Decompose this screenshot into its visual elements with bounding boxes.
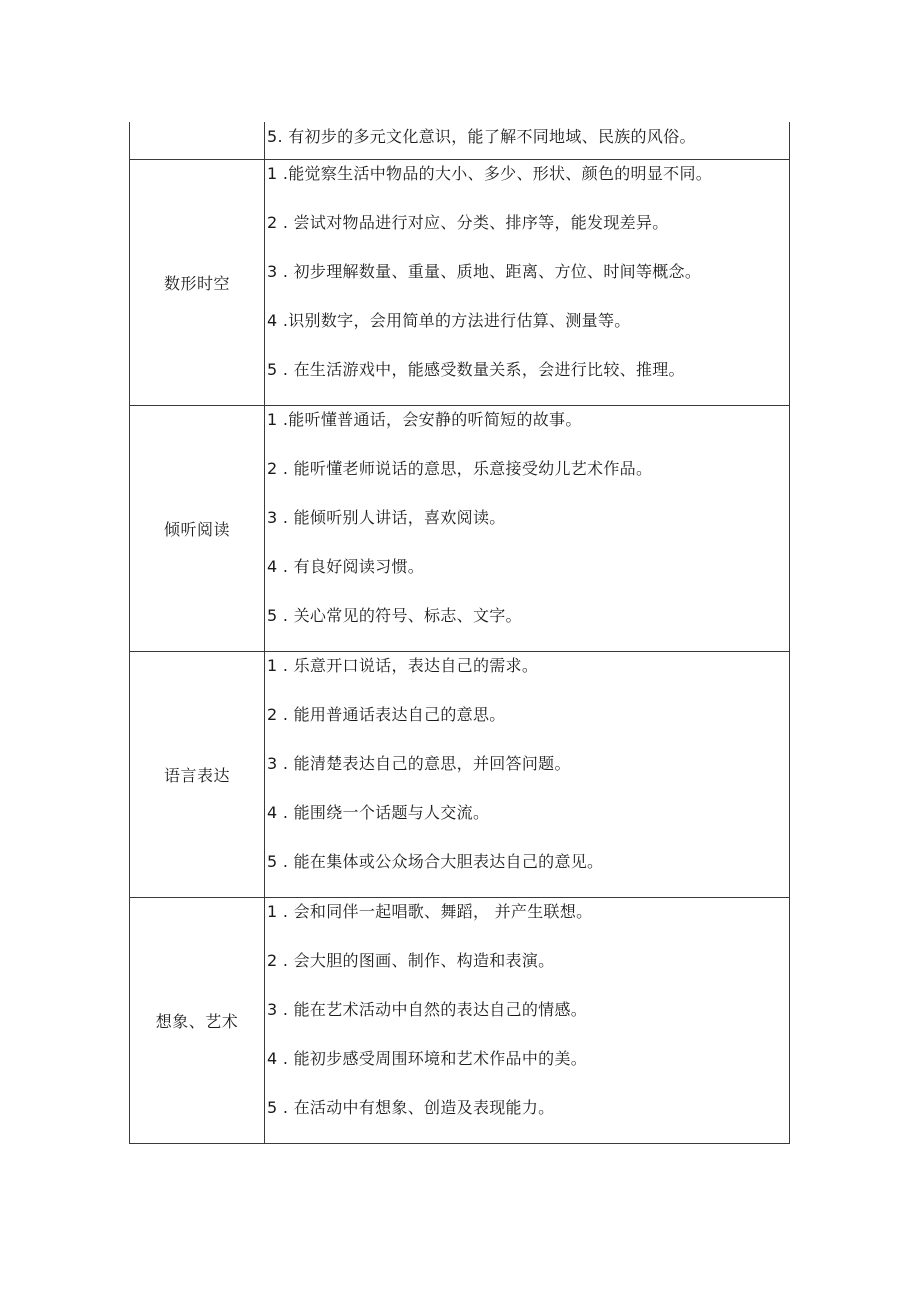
table-row	[130, 652, 790, 898]
list-item: 1 . 会和同伴一起唱歌、舞蹈， 并产生联想。	[267, 902, 593, 921]
items-cell	[265, 898, 790, 1144]
category-cell: 语言表达	[130, 652, 265, 898]
table-row	[130, 122, 790, 160]
list-item: 4 . 能初步感受周围环境和艺术作品中的美。	[267, 1049, 588, 1068]
category-cell: 数形时空	[130, 160, 265, 406]
list-item: 3 . 初步理解数量、重量、质地、距离、方位、时间等概念。	[267, 262, 702, 281]
list-item: 1 . 乐意开口说话，表达自己的需求。	[267, 656, 539, 675]
items-cell	[265, 122, 790, 160]
list-item: 2 . 能听懂老师说话的意思，乐意接受幼儿艺术作品。	[267, 459, 653, 478]
category-cell	[130, 122, 265, 160]
list-item: 2 . 尝试对物品进行对应、分类、排序等，能发现差异。	[267, 213, 669, 232]
list-item: 1 .能听懂普通话，会安静的听简短的故事。	[267, 410, 582, 429]
category-cell: 倾听阅读	[130, 406, 265, 652]
list-item: 5 . 在生活游戏中，能感受数量关系，会进行比较、推理。	[267, 360, 685, 379]
list-item: 2 . 会大胆的图画、制作、构造和表演。	[267, 951, 555, 970]
list-item: 4 .识别数字，会用简单的方法进行估算、测量等。	[267, 311, 631, 330]
list-item: 5 . 在活动中有想象、创造及表现能力。	[267, 1098, 555, 1117]
table-row	[130, 898, 790, 1144]
items-cell	[265, 406, 790, 652]
items-cell	[265, 652, 790, 898]
list-item: 2 . 能用普通话表达自己的意思。	[267, 705, 506, 724]
category-cell: 想象、艺术	[130, 898, 265, 1144]
table-row	[130, 160, 790, 406]
table-row	[130, 406, 790, 652]
list-item: 4 . 有良好阅读习惯。	[267, 557, 425, 576]
goals-table	[129, 122, 790, 1144]
items-cell	[265, 160, 790, 406]
list-item: 5 . 关心常见的符号、标志、文字。	[267, 606, 522, 625]
list-item: 3 . 能在艺术活动中自然的表达自己的情感。	[267, 1000, 588, 1019]
list-item: 3 . 能清楚表达自己的意思，并回答问题。	[267, 754, 571, 773]
list-item: 5 . 能在集体或公众场合大胆表达自己的意见。	[267, 852, 604, 871]
list-item: 3 . 能倾听别人讲话，喜欢阅读。	[267, 508, 506, 527]
list-item: 5. 有初步的多元文化意识，能了解不同地域、民族的风俗。	[267, 127, 696, 146]
list-item: 1 .能觉察生活中物品的大小、多少、形状、颜色的明显不同。	[267, 164, 713, 183]
list-item: 4 . 能围绕一个话题与人交流。	[267, 803, 490, 822]
